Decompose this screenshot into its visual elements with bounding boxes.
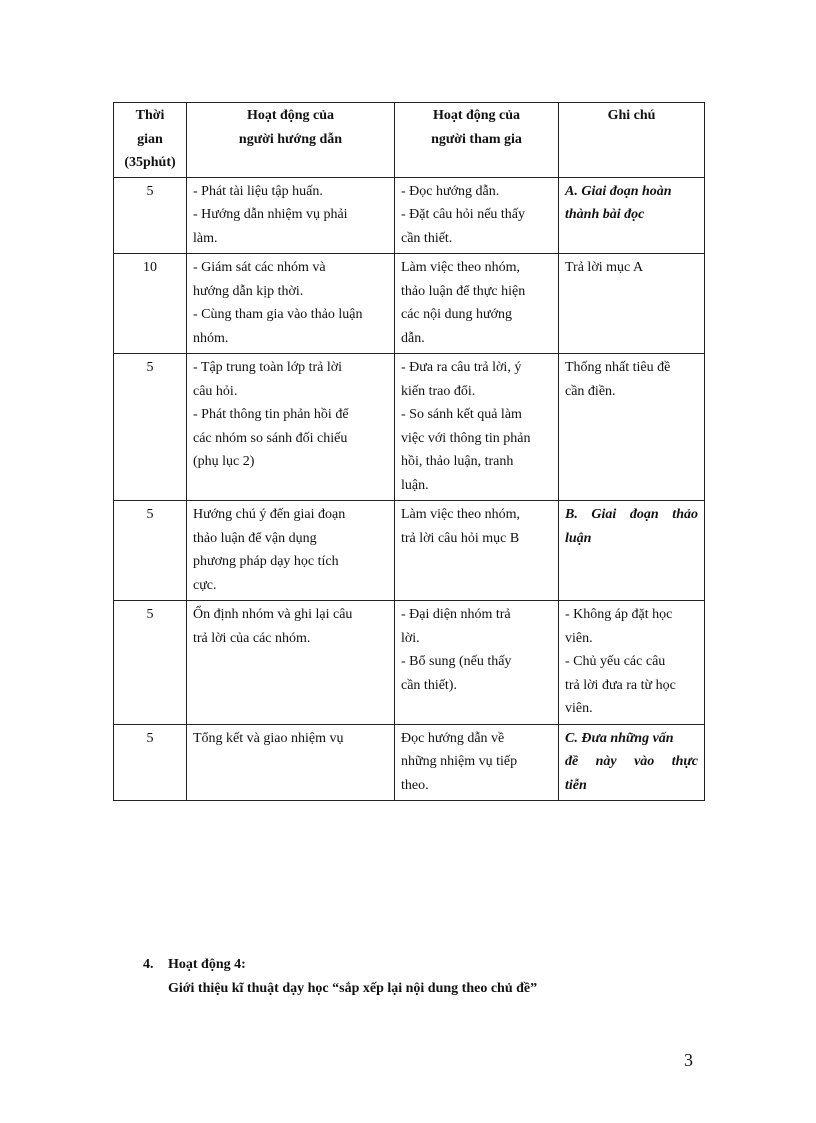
activity-number: 4. (143, 957, 154, 972)
cell-participant: Làm việc theo nhóm, thảo luận để thực hiện các nội dung hướng dẫn. (395, 254, 559, 354)
activity-title: Hoạt động 4: (168, 957, 246, 972)
cell-time: 5 (114, 601, 187, 725)
cell-time: 5 (114, 501, 187, 601)
header-participant-activity: Hoạt động của người tham gia (395, 103, 559, 178)
table-row (114, 254, 705, 354)
cell-guide: - Tập trung toàn lớp trả lời câu hỏi. - Phát thông tin phản hồi để các nhóm so sánh đối chiếu (phụ lục 2) (187, 354, 395, 501)
cell-participant: - Đọc hướng dẫn. - Đặt câu hỏi nếu thấy cần thiết. (395, 177, 559, 254)
cell-participant: Đọc hướng dẫn về những nhiệm vụ tiếp theo. (395, 724, 559, 801)
header-time: Thời gian (35phút) (114, 103, 187, 178)
cell-guide: Tổng kết và giao nhiệm vụ (187, 724, 395, 801)
activity-4-heading (143, 953, 537, 1001)
cell-note: Trả lời mục A (559, 254, 705, 354)
header-guide-activity: Hoạt động của người hướng dẫn (187, 103, 395, 178)
cell-note: A. Giai đoạn hoàn thành bài đọc (559, 177, 705, 254)
cell-note: - Không áp đặt học viên. - Chủ yếu các câu trả lời đưa ra từ học viên. (559, 601, 705, 725)
header-notes: Ghi chú (559, 103, 705, 178)
cell-time: 5 (114, 177, 187, 254)
cell-participant: Làm việc theo nhóm, trả lời câu hỏi mục B (395, 501, 559, 601)
cell-guide: - Phát tài liệu tập huấn. - Hướng dẫn nhiệm vụ phải làm. (187, 177, 395, 254)
cell-note: Thống nhất tiêu đề cần điền. (559, 354, 705, 501)
page-number: 3 (684, 1050, 693, 1070)
cell-note: B. Giai đoạn thảo luận (559, 501, 705, 601)
activity-schedule-table (113, 102, 705, 801)
table-row (114, 724, 705, 801)
table-row (114, 501, 705, 601)
cell-time: 5 (114, 724, 187, 801)
cell-time: 10 (114, 254, 187, 354)
table-row (114, 601, 705, 725)
table-row (114, 177, 705, 254)
cell-guide: Ổn định nhóm và ghi lại câu trả lời của các nhóm. (187, 601, 395, 725)
cell-note: C. Đưa những vấn đề này vào thực tiễn (559, 724, 705, 801)
cell-participant: - Đại diện nhóm trả lời. - Bổ sung (nếu thấy cần thiết). (395, 601, 559, 725)
cell-time: 5 (114, 354, 187, 501)
table-header-row (114, 103, 705, 178)
activity-subtitle: Giới thiệu kĩ thuật dạy học “sắp xếp lại nội dung theo chủ đề” (168, 981, 538, 996)
table-row (114, 354, 705, 501)
cell-guide: Hướng chú ý đến giai đoạn thảo luận để vận dụng phương pháp dạy học tích cực. (187, 501, 395, 601)
cell-participant: - Đưa ra câu trả lời, ý kiến trao đổi. - So sánh kết quả làm việc với thông tin phản hồi, thảo luận, tranh luận. (395, 354, 559, 501)
cell-guide: - Giám sát các nhóm và hướng dẫn kịp thời. - Cùng tham gia vào thảo luận nhóm. (187, 254, 395, 354)
